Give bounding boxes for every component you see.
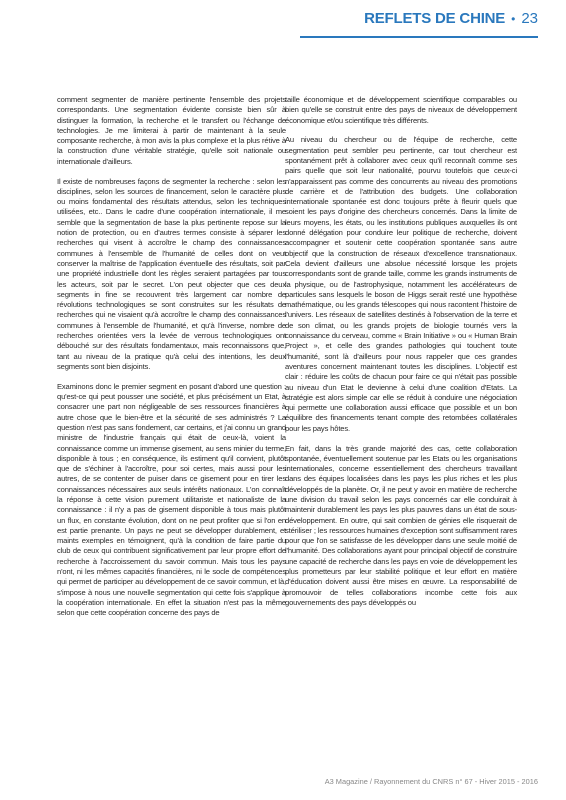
header-rule	[300, 36, 538, 38]
paragraph: Il existe de nombreuses façons de segmenter la recherche : selon les disciplines, selon les sources de financement, selon le caractère plus ou moins fondamental des résultats attendus, selon les techniques utilisées, etc.. Dans le cadre d'une coopération internationale, il me semble que la segmentation de base la plus pertinente repose sur la notion de protection, ou en d'autres termes consiste à séparer les recherches qui visent à accroître le champ des connaissances communes à l'ensemble de l'humanité de celles dont on veut conserver la maîtrise de l'application éventuelle des résultats, soit par une propriété industrielle dont les règles seraient partagées par tous les acteurs, soit par le secret. L'on peut objecter que ces deux segments in fine se recouvrent très largement car nombre de révolutions technologiques se sont construites sur les résultats de recherches qui ne visaient qu'à accroître le champ des connaissances communes à l'ensemble de l'humanité, et qu'à l'inverse, nombre de recherches orientées vers la levée de verrous technologiques ont débouché sur des résultats fondamentaux, mais reconnaissons que, tant au niveau de la pratique qu'à celui des intentions, les deux segments sont bien disjoints.	[57, 176, 286, 371]
section-title: REFLETS DE CHINE	[364, 10, 506, 27]
page-number: 23	[521, 10, 538, 27]
left-column	[57, 95, 286, 628]
paragraph: comment segmenter de manière pertinente l'ensemble des projets correspondants. Une segmentation évidente consiste bien sûr à distinguer la formation, la recherche et le transfert ou l'échange de technologies. Je me limiterai à partir de maintenant à la seule composante recherche, à mon avis la plus complexe et la plus rétive à la construction d'une véritable stratégie, qu'elle soit nationale ou internationale d'ailleurs.	[57, 95, 286, 166]
paragraph: Examinons donc le premier segment en posant d'abord une question : qu'est-ce qui peut pousser une société, et plus précisément un Etat, à consacrer une part non négligeable de ses ressources financières à autre chose que le bien-être et la sécurité de ses administrés ? La question n'est pas sans fondement, car certains, et j'ai connu un grand ministre de l'industrie français qui était de ceux-là, voient la connaissance comme un immense gisement, au sens minier du terme, disponible à tous ; en conséquence, ils estiment qu'il convient, plutôt que de s'échiner à l'accroître, pour soi certes, mais aussi pour les autres, de se contenter de puiser dans ce gisement pour en tirer les connaissances nécessaires aux seuls intérêts nationaux. L'on connaît la réponse à cette vision purement utilitariste et nationaliste de la connaissance : il n'y a pas de gisement disponible à tous mais plutôt un flux, en constante évolution, dont on ne peut profiter que si l'on en est partie prenante. Un pays ne peut se développer durablement, et maints exemples en témoignent, qu'à la condition de faire partie du club de ceux qui contribuent significativement par leur propre effort de recherche à l'accroissement du savoir commun. Mais tous les pays n'ont, ni les mêmes capacités financières, ni le socle de compétences qui permet de participer au développement de ce savoir commun, et là, s'impose à nous une nouvelle segmentation qui cette fois s'applique à la coopération internationale. En effet la situation n'est pas la même selon que cette coopération concerne des pays de	[57, 381, 286, 618]
right-column	[285, 95, 517, 618]
bullet-separator: •	[511, 11, 516, 26]
page-header	[364, 10, 538, 27]
paragraph: taille économique et de développement scientifique comparables ou bien qu'elle se construit entre des pays de niveaux de développement économique et/ou scientifique très différents.	[285, 95, 517, 125]
paragraph: Au niveau du chercheur ou de l'équipe de recherche, cette segmentation peut sembler peu pertinente, car tout chercheur est spontanément prêt à collaborer avec ceux qu'il reconnaît comme ses pairs quelle que soit leur nationalité, pourvu toutefois que ceux-ci n'apparaissent pas comme des concurrents au niveau des promotions de carrière et de l'attribution des budgets. Une collaboration internationale spontanée est donc toujours prête à fleurir quels que soient les pays d'origine des chercheurs concernés. Dans la limite de leurs moyens, les états, ou les institutions publiques auxquelles ils ont donné délégation pour conduire leur politique de recherche, doivent accompagner et soutenir cette coopération spontanée sans autre objectif que la construction de réseaux d'excellence transnationaux. Cela devient d'ailleurs une absolue nécessité lorsque les projets correspondants sont de grande taille, comme les grands instruments de la physique, ou de l'astrophysique, notamment les accélérateurs de particules sans lesquels le boson de Higgs serait resté une hypothèse mathématique, ou les grands télescopes qui nous racontent l'histoire de l'univers. Les réseaux de satellites destinés à l'observation de la terre et de son climat, ou les grands projets de biologie tournés vers la connaissance du cerveau, comme « Brain Initiative » ou « Human Brain Project », et celle des grandes pathologies qui touchent toute l'humanité, sont là d'ailleurs pour nous rappeler que ces grandes aventures concernent maintenant toutes les disciplines. L'objectif est clair : réduire les coûts de chacun pour faire ce qui n'était pas possible au niveau d'un Etat le devienne à celui d'une coalition d'Etats. La stratégie est alors simple car elle se réduit à conduire une négociation qui permette une collaboration aussi efficace que possible et un bon équilibre des financements tenant compte des retombées collatérales pour les pays hôtes.	[285, 135, 517, 433]
page-footer: A3 Magazine / Rayonnement du CNRS n° 67 - Hiver 2015 - 2016	[324, 777, 538, 786]
paragraph: En fait, dans la très grande majorité des cas, cette collaboration spontanée, éventuellement soutenue par les Etats ou les organisations internationales, concerne essentiellement des chercheurs travaillant dans des équipes localisées dans les pays les plus riches et les plus développés de la planète. Or, il ne peut y avoir en matière de recherche une division du travail selon les pays concernés car elle conduirait à maintenir durablement les pays les plus pauvres dans un état de sous-développement. En outre, qui sait combien de génies elle risquerait de stériliser ; les ressources humaines d'exception sont suffisamment rares pour que l'on se satisfasse de les développer dans une seule moitié de l'humanité. Des collaborations ayant pour principal objectif de construire une capacité de recherche dans les pays en voie de développement les plus prometteurs par leur stabilité politique et leur effort en matière d'éducation doivent aussi être mises en œuvre. La responsabilité de promouvoir de telles collaborations incombe cette fois aux gouvernements des pays développés ou	[285, 443, 517, 607]
